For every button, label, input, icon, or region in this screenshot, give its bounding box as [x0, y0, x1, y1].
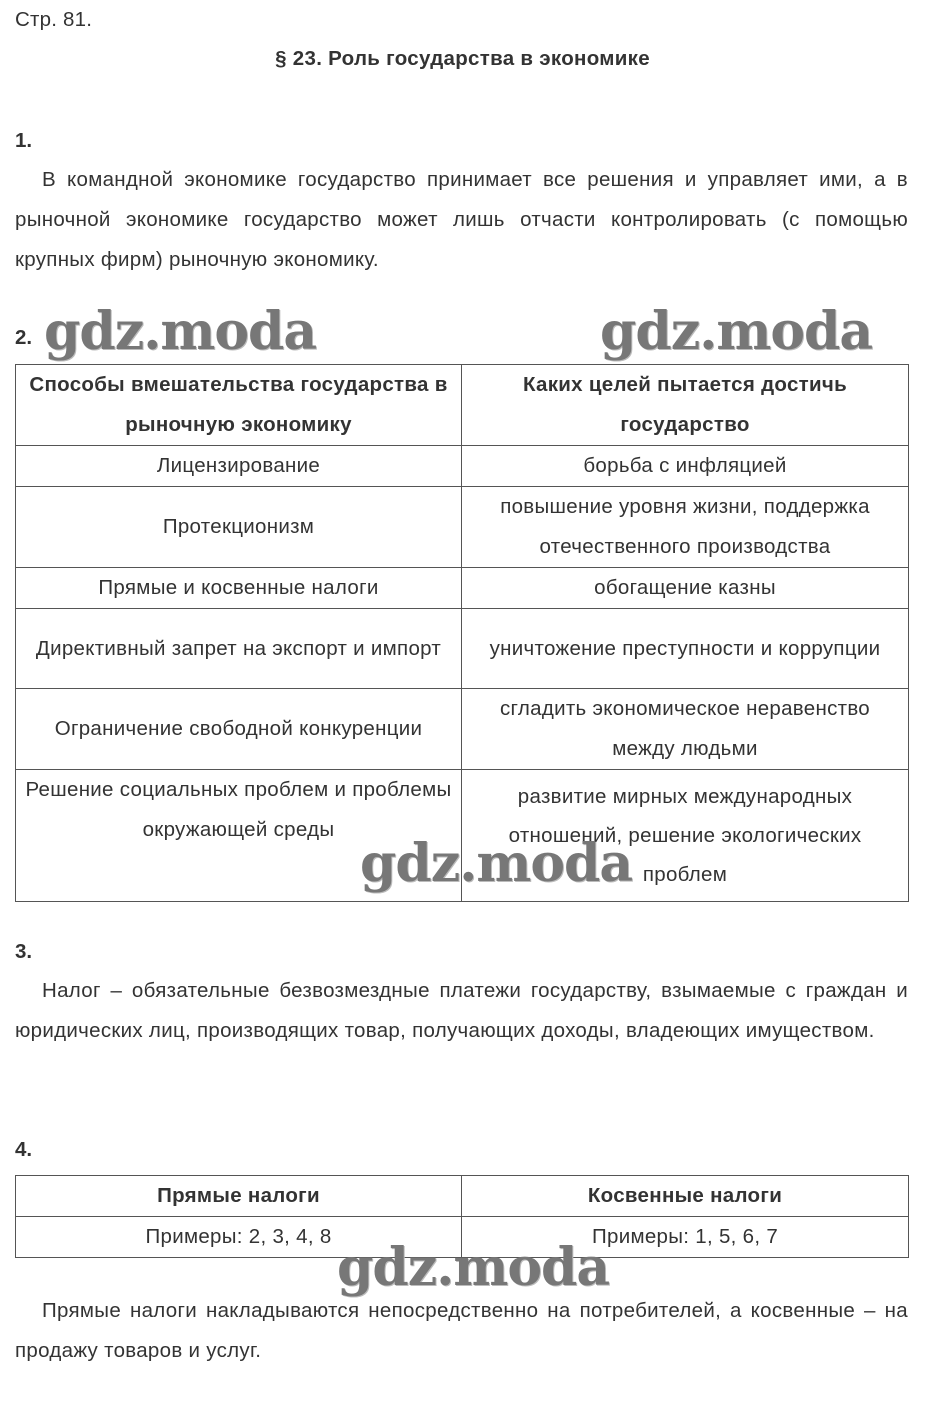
- question-4-number: 4.: [15, 1138, 33, 1161]
- watermark-logo: gdz.moda: [360, 833, 633, 894]
- indirect-tax-examples: Примеры: 1, 5, 6, 7: [462, 1217, 909, 1258]
- question-3-number: 3.: [15, 940, 33, 963]
- watermark-logo: gdz.moda: [600, 301, 873, 362]
- goal-cell: борьба с инфляцией: [462, 446, 909, 487]
- goal-cell: повышение уровня жизни, поддержка отечественного производства: [462, 487, 909, 568]
- section-title: § 23. Роль государства в экономике: [275, 47, 650, 70]
- method-cell: Директивный запрет на экспорт и импорт: [16, 609, 462, 689]
- question-2-number: 2.: [15, 326, 33, 349]
- question-1-answer: В командной экономике государство принимает все решения и управляет ими, а в рыночной экономике государство может лишь отчасти контролировать (с помощью крупных фирм) рыночную экономику.: [15, 168, 908, 271]
- goal-cell: сгладить экономическое неравенство между людьми: [462, 689, 909, 770]
- question-4-answer: Прямые налоги накладываются непосредственно на потребителей, а косвенные – на продажу товаров и услуг.: [15, 1299, 908, 1362]
- goal-cell: уничтожение преступности и коррупции: [462, 609, 909, 689]
- header-methods: Способы вмешательства государства в рыночную экономику: [16, 365, 462, 446]
- government-intervention-table: [15, 364, 909, 902]
- table-row: [16, 568, 909, 609]
- table-row: [16, 446, 909, 487]
- table-header-row: [16, 1176, 909, 1217]
- method-cell: Протекционизм: [16, 487, 462, 568]
- header-direct-taxes: Прямые налоги: [16, 1176, 462, 1217]
- table-row: [16, 609, 909, 689]
- table-row: [16, 487, 909, 568]
- header-goals: Каких целей пытается достичь государство: [462, 365, 909, 446]
- goal-cell: развитие мирных международных отношений, решение экологических проблем: [462, 770, 909, 902]
- table-row: [16, 689, 909, 770]
- watermark-logo: gdz.moda: [44, 301, 317, 362]
- watermark-logo: gdz.moda: [337, 1237, 610, 1298]
- border-gap: [128, 895, 308, 901]
- method-cell: Ограничение свободной конкуренции: [16, 689, 462, 770]
- table-header-row: [16, 365, 909, 446]
- direct-tax-examples: Примеры: 2, 3, 4, 8: [16, 1217, 462, 1258]
- header-indirect-taxes: Косвенные налоги: [462, 1176, 909, 1217]
- question-3-answer: Налог – обязательные безвозмездные платежи государству, взымаемые с граждан и юридических лиц, производящих товар, получающих доходы, владеющих имуществом.: [15, 979, 908, 1042]
- method-cell: Прямые и косвенные налоги: [16, 568, 462, 609]
- method-cell: Лицензирование: [16, 446, 462, 487]
- page-number: Стр. 81.: [15, 8, 93, 31]
- method-cell: Решение социальных проблем и проблемы окружающей среды: [16, 770, 462, 902]
- question-1-number: 1.: [15, 129, 33, 152]
- goal-cell: обогащение казны: [462, 568, 909, 609]
